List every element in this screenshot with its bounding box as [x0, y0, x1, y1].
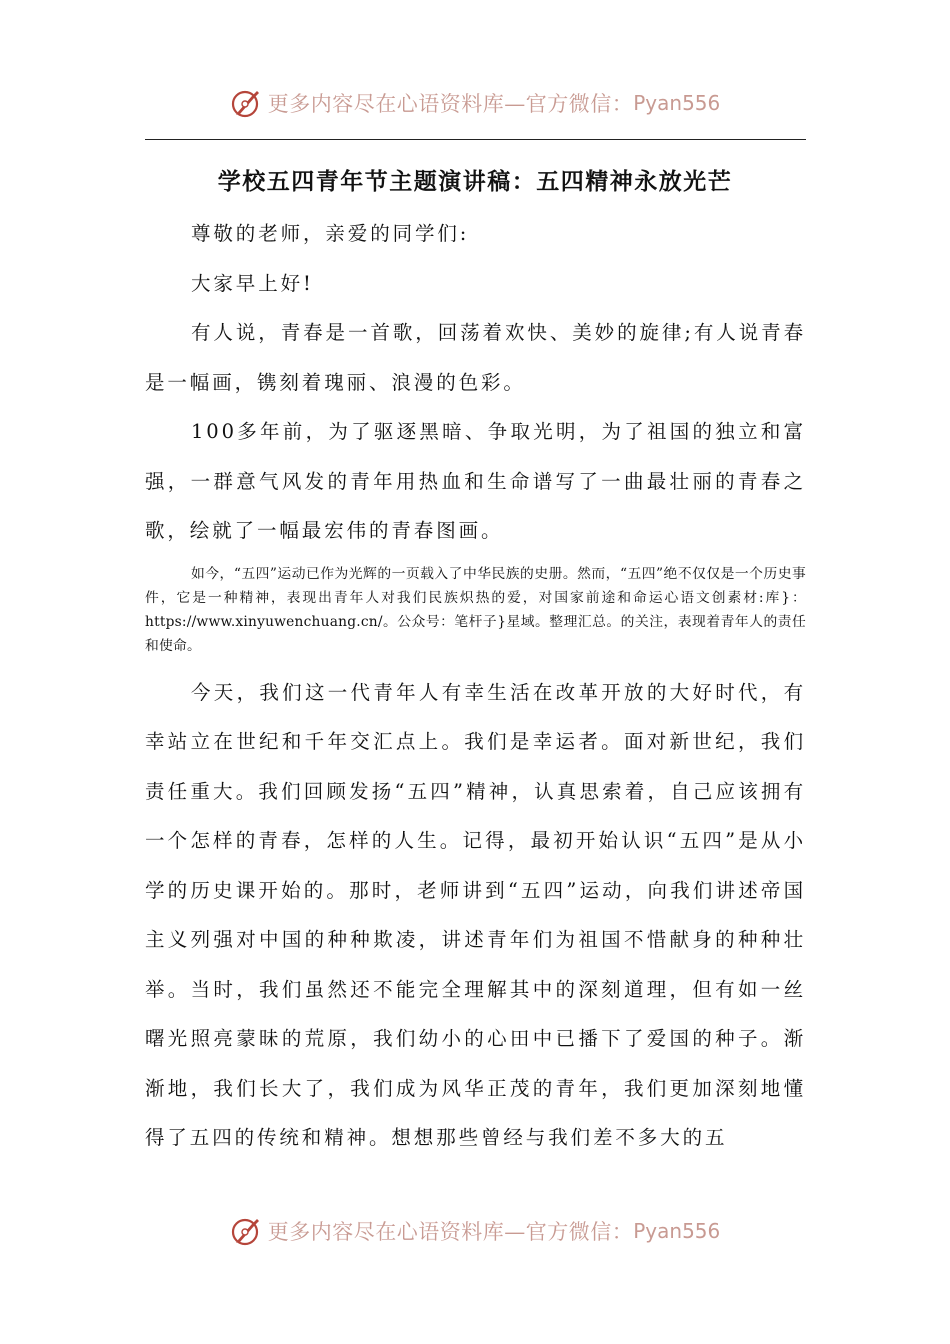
paragraph-salutation: 尊敬的老师，亲爱的同学们: — [191, 222, 470, 245]
pen-nib-logo-icon — [230, 1214, 264, 1248]
footer-watermark — [0, 1209, 950, 1253]
paragraph-may-fourth-note: 如今，“五四”运动已作为光辉的一页载入了中华民族的史册。然而，“五四”绝不仅仅是一个历史事件，它是一种精神，表现出青年人对我们民族炽热的爱，对国家前途和命运心语文创素材:库}：https://www.xinyuwenchuang.cn/。公众号：笔杆子}星域。整理汇总。的关注，表现着青年人的责任和使命。 — [145, 565, 806, 654]
paragraph-youth: 有人说，青春是一首歌，回荡着欢快、美妙的旋律;有人说青春是一幅画，镌刻着瑰丽、浪漫的色彩。 — [145, 321, 806, 394]
watermark-text: 更多内容尽在心语资料库—官方微信： — [267, 92, 634, 116]
header-watermark — [0, 81, 950, 125]
paragraph-today: 今天，我们这一代青年人有幸生活在改革开放的大好时代，有幸站立在世纪和千年交汇点上。我们是幸运者。面对新世纪，我们责任重大。我们回顾发扬“五四”精神，认真思索着，自己应该拥有一个怎样的青春，怎样的人生。记得，最初开始认识“五四”是从小学的历史课开始的。那时，老师讲到“五四”运动，向我们讲述帝国主义列强对中国的种种欺凌，讲述青年们为祖国不惜献身的种种壮举。当时，我们虽然还不能完全理解其中的深刻道理，但有如一丝曙光照亮蒙昧的荒原，我们幼小的心田中已播下了爱国的种子。渐渐地，我们长大了，我们成为风华正茂的青年，我们更加深刻地懂得了五四的传统和精神。想想那些曾经与我们差不多大的五 — [145, 680, 806, 1149]
watermark-text: 更多内容尽在心语资料库—官方微信： — [267, 1220, 634, 1244]
document-title: 学校五四青年节主题演讲稿：五四精神永放光芒 — [217, 168, 733, 195]
header-divider — [145, 139, 806, 140]
paragraph-greeting: 大家早上好! — [191, 271, 314, 295]
document-body — [145, 209, 806, 1163]
paragraph-history: 100多年前，为了驱逐黑暗、争取光明，为了祖国的独立和富强，一群意气风发的青年用热血和生命谱写了一曲最壮丽的青春之歌，绘就了一幅最宏伟的青春图画。 — [145, 420, 806, 542]
watermark-wechat-id: Pyan556 — [633, 91, 721, 115]
watermark-wechat-id: Pyan556 — [633, 1219, 721, 1243]
pen-nib-logo-icon — [230, 86, 264, 120]
